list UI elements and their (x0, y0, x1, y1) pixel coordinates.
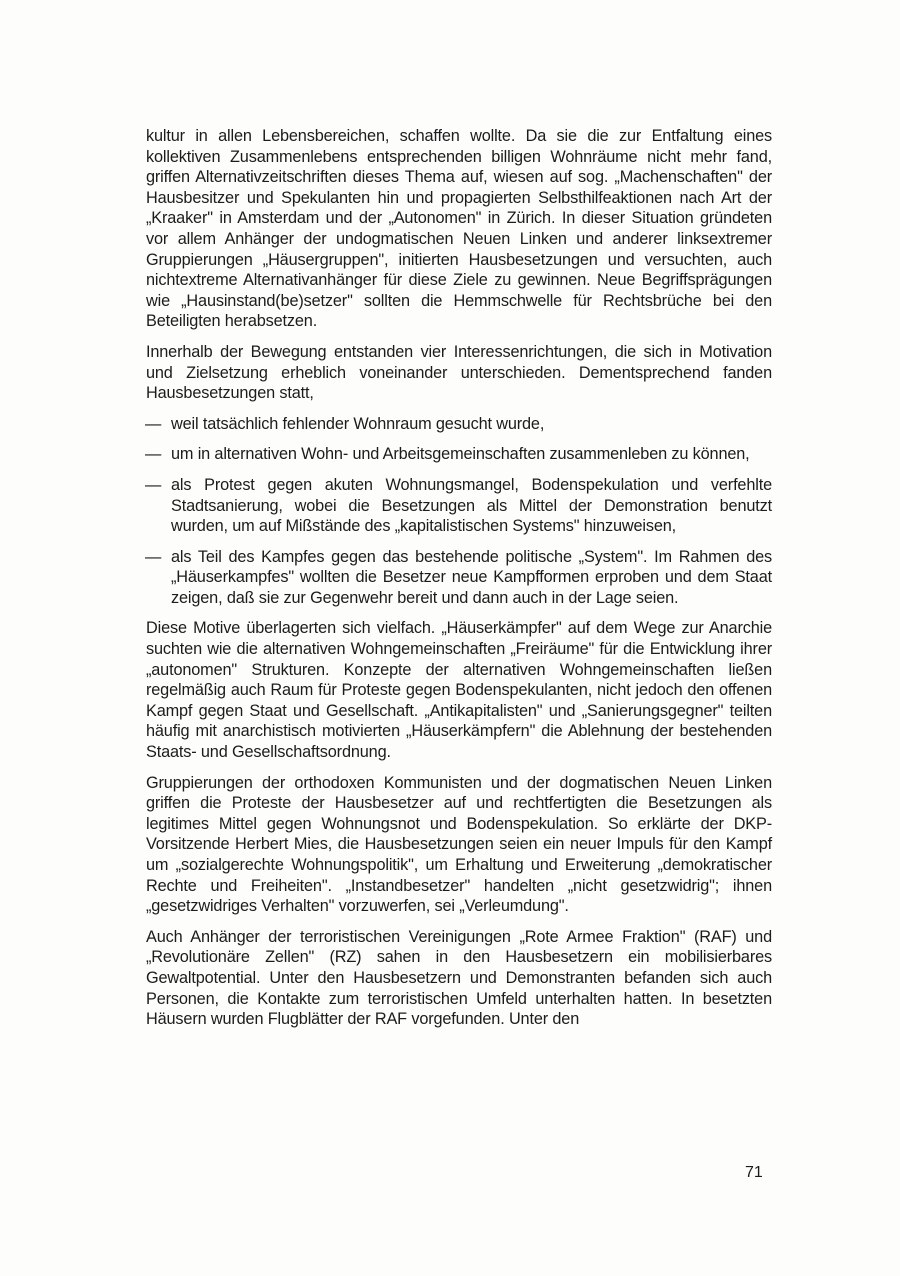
dash-bullet: — (145, 414, 162, 433)
list-item-text: um in alternativen Wohn- und Arbeitsgemeinschaften zusammenleben zu können, (171, 445, 750, 464)
page-number: 71 (745, 1164, 763, 1181)
paragraph-5: Auch Anhänger der terroristischen Vereinigungen „Rote Armee Fraktion" (RAF) und „Revolutionäre Zellen" (RZ) sahen in den Hausbesetzern ein mobilisierbares Gewaltpotential. Unter den Hausbesetzern und Demonstranten befanden sich auch Personen, die Kontakte zum terroristischen Umfeld unterhalten hatten. In besetzten Häusern wurden Flugblätter der RAF vorgefunden. Unter den (146, 927, 772, 1029)
paragraph-2: Innerhalb der Bewegung entstanden vier Interessenrichtungen, die sich in Motivation und Zielsetzung erheblich voneinander unterschieden. Dementsprechend fanden Hausbesetzungen statt, (146, 342, 772, 403)
list-item-text: weil tatsächlich fehlender Wohnraum gesucht wurde, (171, 414, 545, 433)
list-item (146, 475, 772, 537)
list-item (146, 444, 772, 465)
motives-list (146, 414, 772, 609)
list-item (146, 414, 772, 435)
dash-bullet: — (145, 445, 162, 464)
paragraph-3: Diese Motive überlagerten sich vielfach. „Häuserkämpfer" auf dem Wege zur Anarchie suchten wie die alternativen Wohngemeinschaften „Freiräume" für die Entwicklung ihrer „autonomen" Strukturen. Konzepte der alternativen Wohngemeinschaften ließen regelmäßig auch Raum für Proteste gegen Bodenspekulanten, nicht jedoch den offenen Kampf gegen Staat und Gesellschaft. „Antikapitalisten" und „Sanierungsgegner" teilten häufig mit anarchistisch motivierten „Häuserkämpfern" die Ablehnung der bestehenden Staats- und Gesellschaftsordnung. (146, 619, 772, 762)
list-item (146, 547, 772, 609)
list-item-text: als Protest gegen akuten Wohnungsmangel, Bodenspekulation und verfehlte Stadtsanierung, wobei die Besetzungen als Mittel der Demonstration benutzt wurden, um auf Mißstände des „kapitalistischen Systems" hinzuweisen, (171, 475, 772, 536)
paragraph-1: kultur in allen Lebensbereichen, schaffen wollte. Da sie die zur Entfaltung eines kollektiven Zusammenlebens entsprechenden billigen Wohnräume nicht mehr fand, griffen Alternativzeitschriften dieses Thema auf, wiesen auf sog. „Machenschaften" der Hausbesitzer und Spekulanten hin und propagierten Selbsthilfeaktionen nach Art der „Kraaker" in Amsterdam und der „Autonomen" in Zürich. In dieser Situation gründeten vor allem Anhänger der undogmatischen Neuen Linken und anderer linksextremer Gruppierungen „Häusergruppen", initierten Hausbesetzungen und versuchten, auch nichtextreme Alternativanhänger für diese Ziele zu gewinnen. Neue Begriffsprägungen wie „Hausinstand(be)setzer" sollten die Hemmschwelle für Rechtsbrüche bei den Beteiligten herabsetzen. (146, 127, 772, 331)
dash-bullet: — (145, 547, 162, 566)
list-item-text: als Teil des Kampfes gegen das bestehende politische „System". Im Rahmen des „Häuserkampfes" wollten die Besetzer neue Kampfformen erproben und dem Staat zeigen, daß sie zur Gegenwehr bereit und dann auch in der Lage seien. (171, 547, 772, 607)
paragraph-4: Gruppierungen der orthodoxen Kommunisten und der dogmatischen Neuen Linken griffen die Proteste der Hausbesetzer auf und rechtfertigten die Besetzungen als legitimes Mittel gegen Wohnungsnot und Bodenspekulation. So erklärte der DKP-Vorsitzende Herbert Mies, die Hausbesetzungen seien ein neuer Impuls für den Kampf um „sozialgerechte Wohnungspolitik", um Erhaltung und Erweiterung „demokratischer Rechte und Freiheiten". „Instandbesetzer" handelten „nicht gesetzwidrig"; ihnen „gesetzwidriges Verhalten" vorzuwerfen, sei „Verleumdung". (146, 773, 772, 916)
dash-bullet: — (145, 475, 162, 494)
document-body (146, 126, 772, 1040)
